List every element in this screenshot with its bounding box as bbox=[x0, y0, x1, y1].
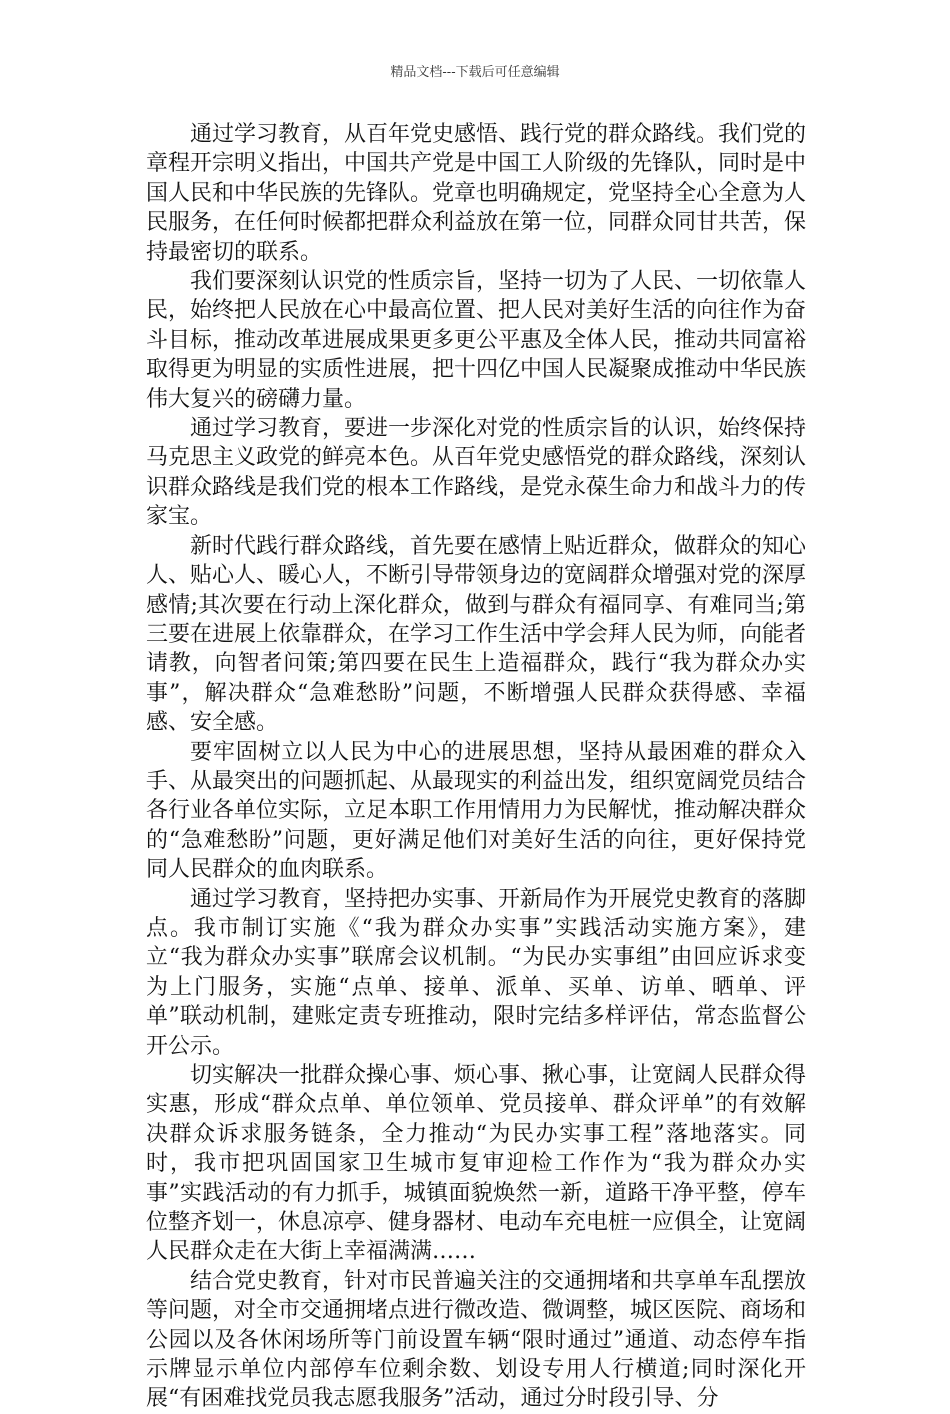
paragraph-6: 通过学习教育，坚持把办实事、开新局作为开展党史教育的落脚点。我市制订实施《“我为群众办实事”实践活动实施方案》，建立“我为群众办实事”联席会议机制。“为民办实事组”由回应诉求变为上门服务，实施“点单、接单、派单、买单、访单、晒单、评单”联动机制，建账定责专班推动，限时完结多样评估，常态监督公开公示。 bbox=[146, 886, 807, 1059]
paragraph-1: 通过学习教育，从百年党史感悟、践行党的群众路线。我们党的章程开宗明义指出，中国共产党是中国工人阶级的先锋队，同时是中国人民和中华民族的先锋队。党章也明确规定，党坚持全心全意为人民服务，在任何时候都把群众利益放在第一位，同群众同甘共苦，保持最密切的联系。 bbox=[146, 122, 807, 265]
document-body bbox=[146, 120, 806, 1414]
page-header: 精品文档---下载后可任意编辑 bbox=[390, 65, 560, 80]
paragraph-4: 新时代践行群众路线，首先要在感情上贴近群众，做群众的知心人、贴心人、暖心人，不断引导带领身边的宽阔群众增强对党的深厚感情;其次要在行动上深化群众，做到与群众有福同享、有难同当;第三要在进展上依靠群众，在学习工作生活中学会拜人民为师，向能者请教，向智者问策;第四要在民生上造福群众，践行“我为群众办实事”，解决群众“急难愁盼”问题，不断增强人民群众获得感、幸福感、安全感。 bbox=[146, 533, 807, 736]
paragraph-2: 我们要深刻认识党的性质宗旨，坚持一切为了人民、一切依靠人民，始终把人民放在心中最高位置、把人民对美好生活的向往作为奋斗目标，推动改革进展成果更多更公平惠及全体人民，推动共同富裕取得更为明显的实质性进展，把十四亿中国人民凝聚成推动中华民族伟大复兴的磅礴力量。 bbox=[146, 269, 807, 412]
paragraph-8: 结合党史教育，针对市民普遍关注的交通拥堵和共享单车乱摆放等问题，对全市交通拥堵点进行微改造、微调整，城区医院、商场和公园以及各休闲场所等门前设置车辆“限时通过”通道、动态停车指示牌显示单位内部停车位剩余数、划设专用人行横道;同时深化开展“有困难找党员我志愿我服务”活动，通过分时段引导、分 bbox=[146, 1268, 807, 1412]
paragraph-3: 通过学习教育，要进一步深化对党的性质宗旨的认识，始终保持马克思主义政党的鲜亮本色。从百年党史感悟党的群众路线，深刻认识群众路线是我们党的根本工作路线，是党永葆生命力和战斗力的传家宝。 bbox=[146, 416, 807, 530]
paragraph-7: 切实解决一批群众操心事、烦心事、揪心事，让宽阔人民群众得实惠，形成“群众点单、单位领单、党员接单、群众评单”的有效解决群众诉求服务链条，全力推动“为民办实事工程”落地落实。同时，我市把巩固国家卫生城市复审迎检工作作为“我为群众办实事”实践活动的有力抓手，城镇面貌焕然一新，道路干净平整，停车位整齐划一，休息凉亭、健身器材、电动车充电桩一应俱全，让宽阔人民群众走在大街上幸福满满…… bbox=[146, 1063, 807, 1265]
paragraph-5: 要牢固树立以人民为中心的进展思想，坚持从最困难的群众入手、从最突出的问题抓起、从最现实的利益出发，组织宽阔党员结合各行业各单位实际，立足本职工作用情用力为民解忧，推动解决群众的“急难愁盼”问题，更好满足他们对美好生活的向往，更好保持党同人民群众的血肉联系。 bbox=[146, 739, 807, 883]
